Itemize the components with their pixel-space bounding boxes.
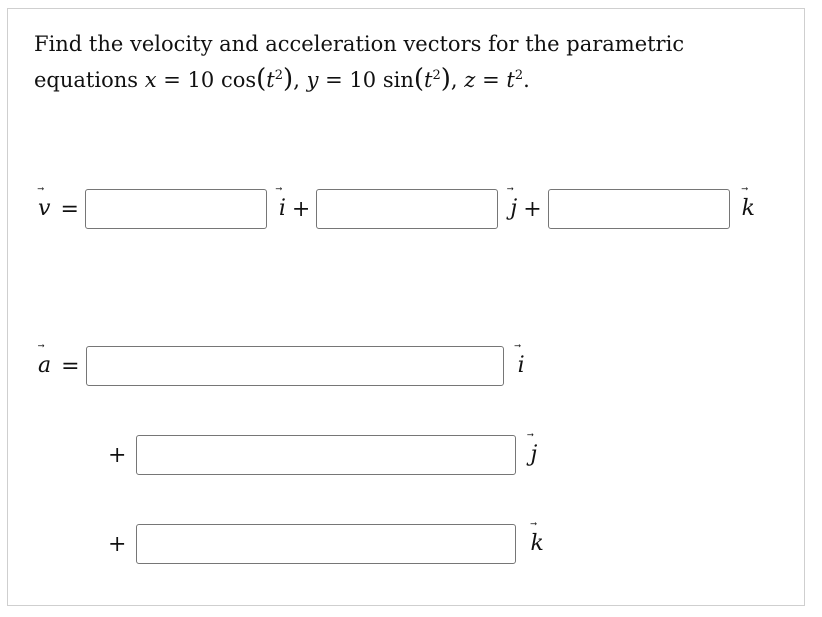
velocity-i-input[interactable] <box>85 189 267 229</box>
t-variable: t <box>506 68 515 92</box>
sin-function: sin <box>382 68 414 92</box>
vector-arrow-icon <box>279 187 286 201</box>
comma: , <box>450 68 458 92</box>
comma: , <box>293 68 300 92</box>
plus-sign: + <box>108 531 127 557</box>
unit-j-symbol: j <box>510 196 518 221</box>
acceleration-k-input[interactable] <box>136 524 516 564</box>
unit-i-symbol: i <box>278 196 286 221</box>
equals-sign: = <box>163 68 181 92</box>
unit-k-label <box>530 533 543 555</box>
unit-i-label <box>279 198 286 220</box>
close-paren: ) <box>440 64 451 94</box>
plus-sign: + <box>108 442 127 468</box>
period: . <box>523 68 530 92</box>
vector-arrow-icon <box>38 187 50 201</box>
velocity-symbol: v <box>38 196 51 221</box>
exponent: 2 <box>432 68 441 83</box>
equals-sign: = <box>325 68 343 92</box>
y-coefficient: 10 <box>349 68 377 92</box>
acceleration-row-k <box>102 524 544 564</box>
exponent: 2 <box>274 68 284 83</box>
unit-j-label <box>510 198 517 220</box>
open-paren: ( <box>256 64 267 94</box>
plus-sign: + <box>291 196 311 222</box>
vector-arrow-icon <box>742 187 755 201</box>
velocity-j-input[interactable] <box>316 189 498 229</box>
problem-line-2 <box>34 62 684 98</box>
cos-function: cos <box>220 68 257 92</box>
x-variable: x <box>144 68 157 92</box>
acceleration-row-j <box>102 435 537 475</box>
exponent: 2 <box>514 68 524 83</box>
unit-k-symbol: k <box>530 531 544 556</box>
acceleration-j-input[interactable] <box>136 435 516 475</box>
acceleration-row-i <box>38 346 525 386</box>
equals-sign: = <box>60 196 79 222</box>
t-variable: t <box>424 68 433 92</box>
equals-sign: = <box>482 68 500 92</box>
vector-arrow-icon <box>38 344 51 358</box>
velocity-label <box>38 198 50 220</box>
velocity-k-input[interactable] <box>548 189 730 229</box>
acceleration-i-input[interactable] <box>86 346 504 386</box>
vector-arrow-icon <box>530 522 543 536</box>
equals-sign: = <box>61 353 80 379</box>
vector-arrow-icon <box>530 433 537 447</box>
problem-statement <box>34 26 684 98</box>
unit-i-symbol: i <box>517 353 525 378</box>
plus-sign: + <box>523 196 542 222</box>
z-variable: z <box>464 68 476 92</box>
vector-arrow-icon <box>518 344 525 358</box>
close-paren: ) <box>283 64 294 94</box>
unit-j-symbol: j <box>530 442 538 467</box>
problem-line-1: Find the velocity and acceleration vectors for the parametric <box>34 32 685 56</box>
x-coefficient: 10 <box>187 68 215 92</box>
equations-word: equations <box>34 68 139 92</box>
unit-i-label <box>518 355 525 377</box>
t-variable: t <box>266 68 275 92</box>
vector-arrow-icon <box>510 187 517 201</box>
acceleration-symbol: a <box>38 353 52 378</box>
velocity-row <box>38 189 755 229</box>
unit-j-label <box>530 444 537 466</box>
acceleration-label <box>38 355 51 377</box>
y-variable: y <box>306 68 319 92</box>
unit-k-label <box>742 198 755 220</box>
open-paren: ( <box>413 64 425 94</box>
unit-k-symbol: k <box>741 196 755 221</box>
